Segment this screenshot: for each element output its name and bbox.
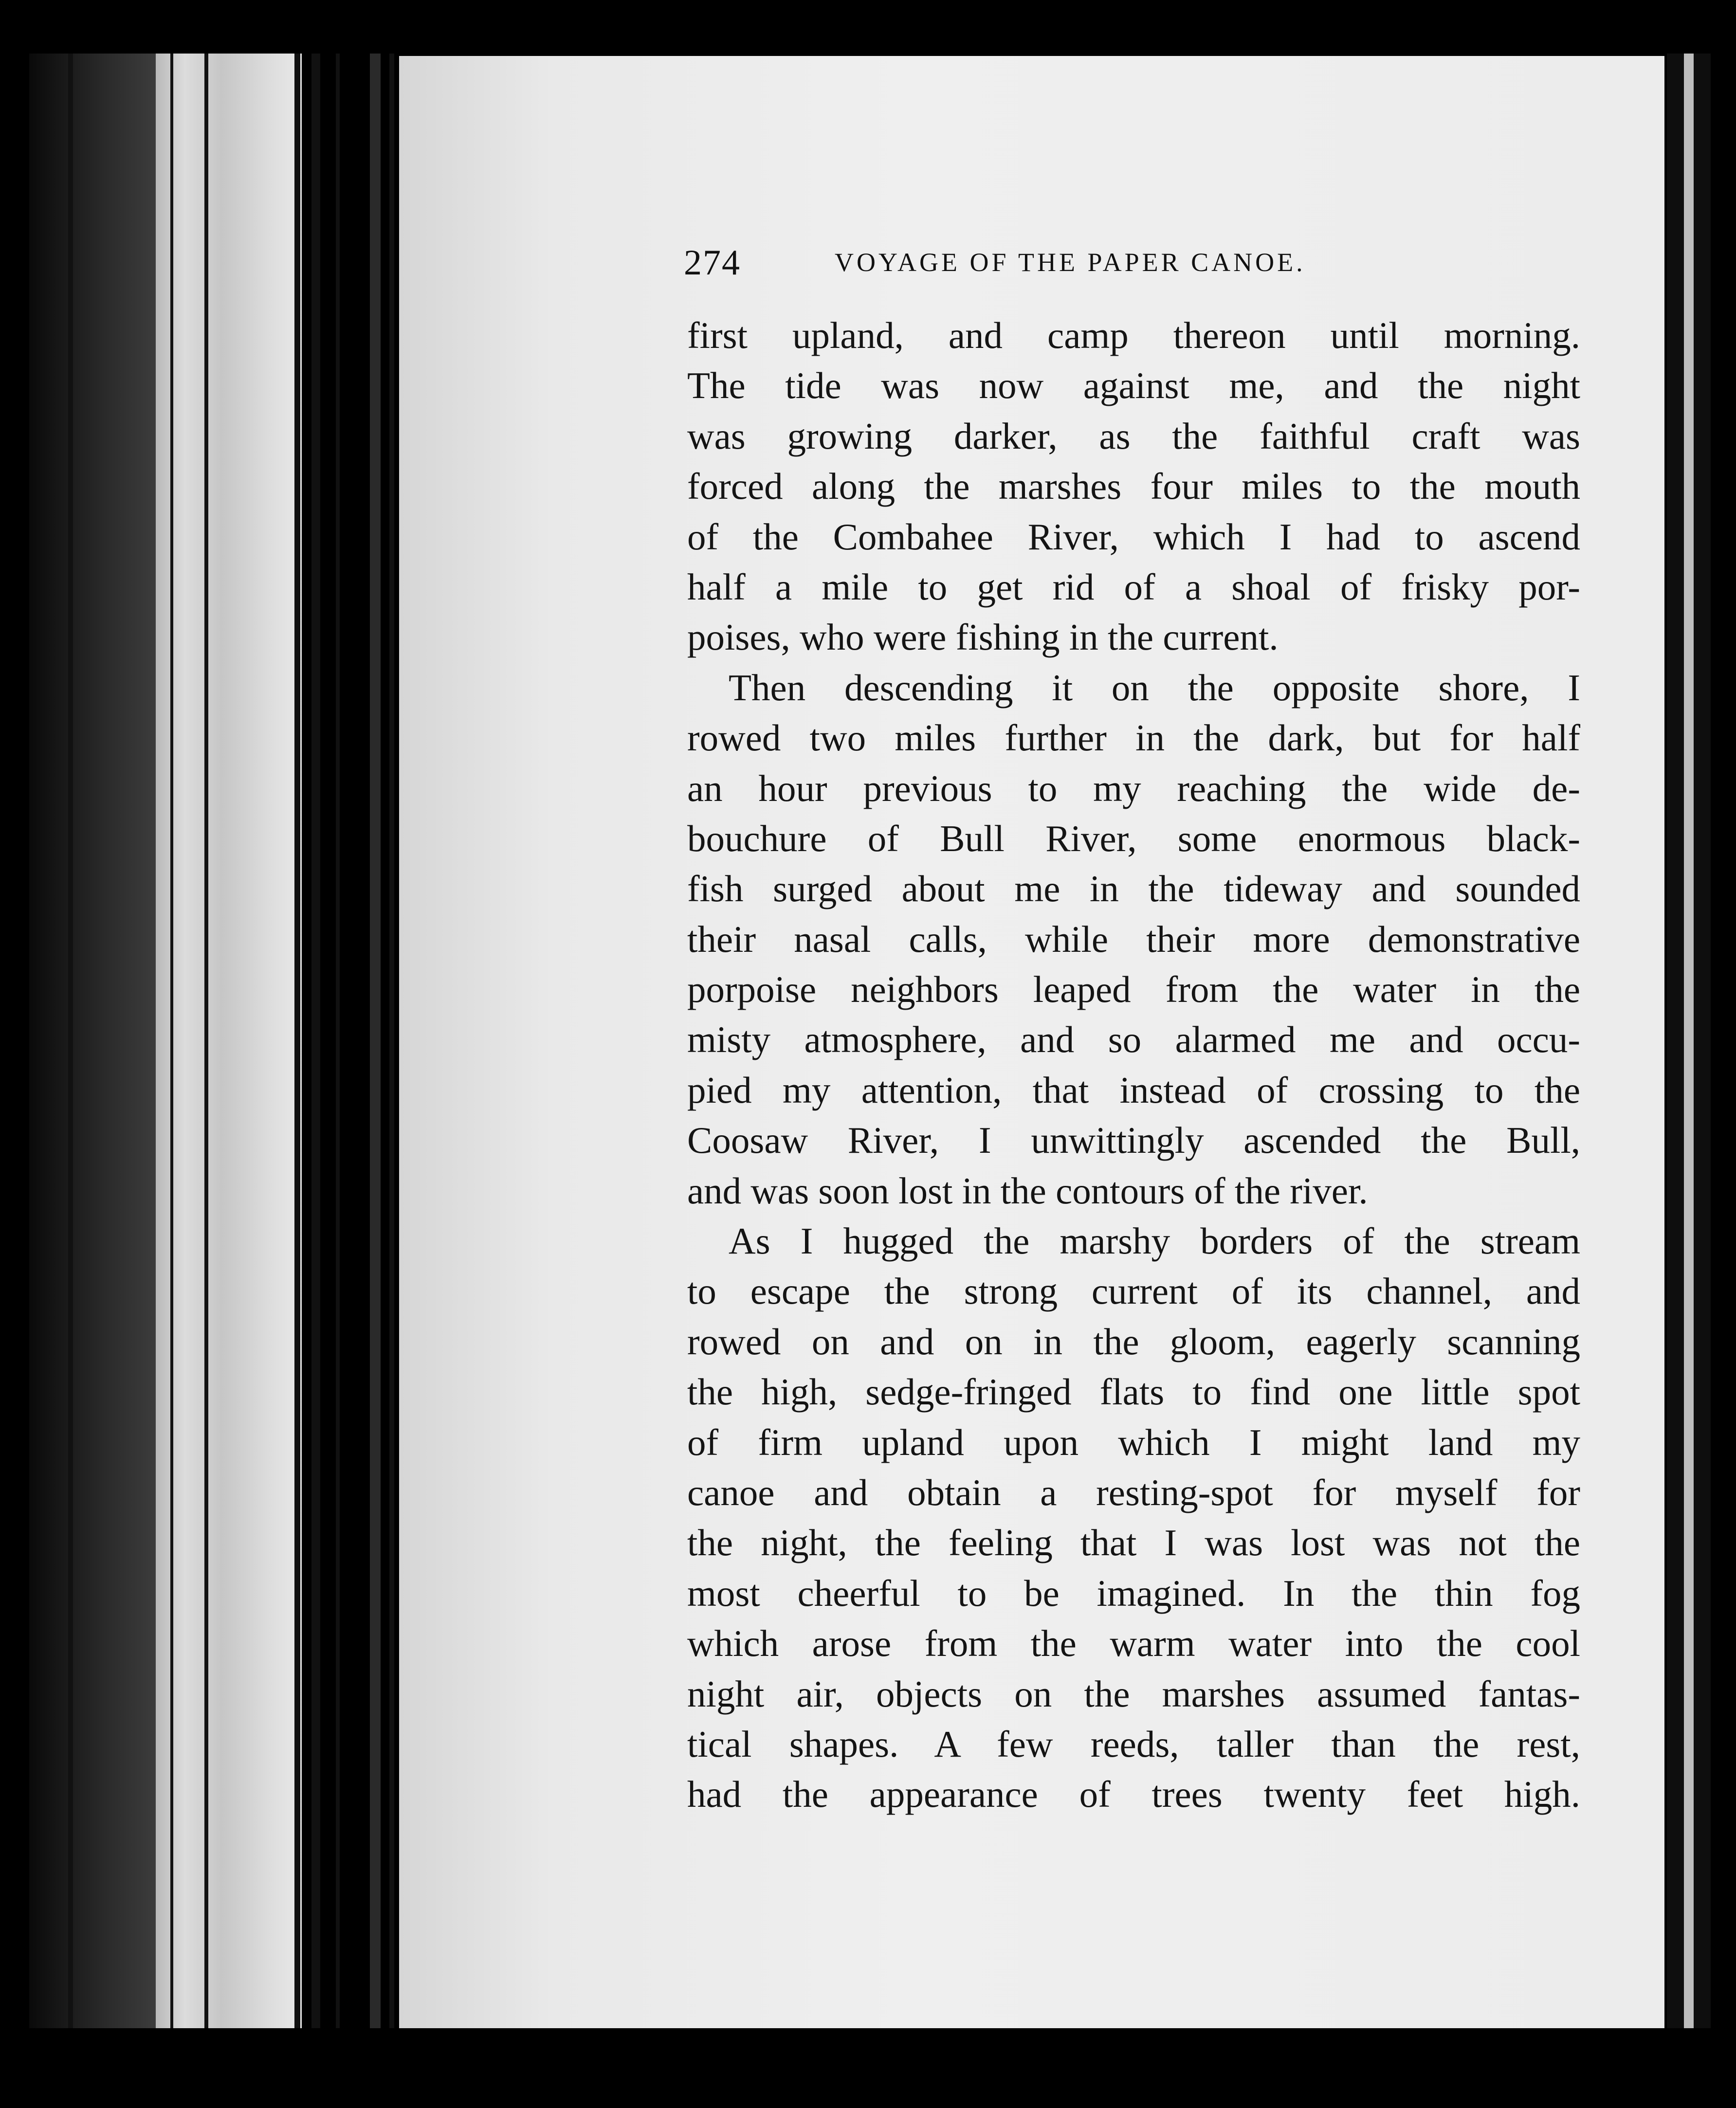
page-edge-right xyxy=(1684,54,1694,2049)
page-edges xyxy=(156,54,302,2049)
scan-bottom-border xyxy=(0,2028,1736,2108)
text-line: which arose from the warm water into the cool xyxy=(687,1622,1580,1665)
text-line: most cheerful to be imagined. In the thin fog xyxy=(687,1572,1580,1614)
text-line: pied my attention, that instead of crossing to the xyxy=(687,1069,1580,1111)
body-text xyxy=(687,310,1580,1820)
text-line: rowed two miles further in the dark, but for half xyxy=(687,717,1580,759)
text-line: half a mile to get rid of a shoal of frisky por- xyxy=(687,565,1580,608)
text-line: night air, objects on the marshes assumed fantas- xyxy=(687,1672,1580,1715)
text-line: of the Combahee River, which I had to ascend xyxy=(687,515,1580,558)
page-edge-line xyxy=(68,54,73,2049)
page-edge-line xyxy=(170,54,173,2049)
text-line: and was soon lost in the contours of the river. xyxy=(687,1169,1368,1212)
page-edge-line xyxy=(389,54,394,2049)
text-line: the night, the feeling that I was lost was not the xyxy=(687,1522,1580,1564)
page-edge-line xyxy=(204,54,208,2049)
book-spine-shadow xyxy=(29,54,156,2049)
text-line: The tide was now against me, and the night xyxy=(687,364,1580,407)
running-title: VOYAGE OF THE PAPER CANOE. xyxy=(835,248,1306,277)
page-number: 274 xyxy=(684,243,741,283)
text-line: Coosaw River, I unwittingly ascended the Bull, xyxy=(687,1119,1580,1162)
text-line: porpoise neighbors leaped from the water in the xyxy=(687,968,1580,1011)
text-line: canoe and obtain a resting-spot for myself for xyxy=(687,1471,1580,1513)
page-edge-line xyxy=(311,54,320,2049)
page-header xyxy=(684,242,1589,291)
text-line: tical shapes. A few reeds, taller than the rest, xyxy=(687,1723,1580,1765)
text-line: the high, sedge-fringed flats to find one little spot xyxy=(687,1371,1580,1413)
text-line: of firm upland upon which I might land my xyxy=(687,1421,1580,1463)
text-line: bouchure of Bull River, some enormous black- xyxy=(687,817,1580,859)
text-line: was growing darker, as the faithful craft was xyxy=(687,415,1580,457)
text-line: fish surged about me in the tideway and sounded xyxy=(687,868,1580,910)
page-edge-line xyxy=(336,54,340,2049)
text-line: forced along the marshes four miles to the mouth xyxy=(687,465,1580,508)
text-line: an hour previous to my reaching the wide de- xyxy=(687,767,1580,809)
text-line: to escape the strong current of its channel, and xyxy=(687,1270,1580,1312)
text-line: rowed on and on in the gloom, eagerly scanning xyxy=(687,1320,1580,1363)
text-line: misty atmosphere, and so alarmed me and occu- xyxy=(687,1018,1580,1061)
text-line: their nasal calls, while their more demonstrative xyxy=(687,918,1580,960)
text-line: As I hugged the marshy borders of the stream xyxy=(729,1220,1580,1262)
text-line: first upland, and camp thereon until morning. xyxy=(687,314,1580,356)
page-edge-line xyxy=(370,54,381,2049)
scan-top-border xyxy=(0,0,1736,57)
page-edge-line xyxy=(294,54,300,2049)
text-line: had the appearance of trees twenty feet high. xyxy=(687,1773,1580,1816)
text-line: Then descending it on the opposite shore, I xyxy=(729,666,1580,709)
text-line: poises, who were fishing in the current. xyxy=(687,616,1279,658)
